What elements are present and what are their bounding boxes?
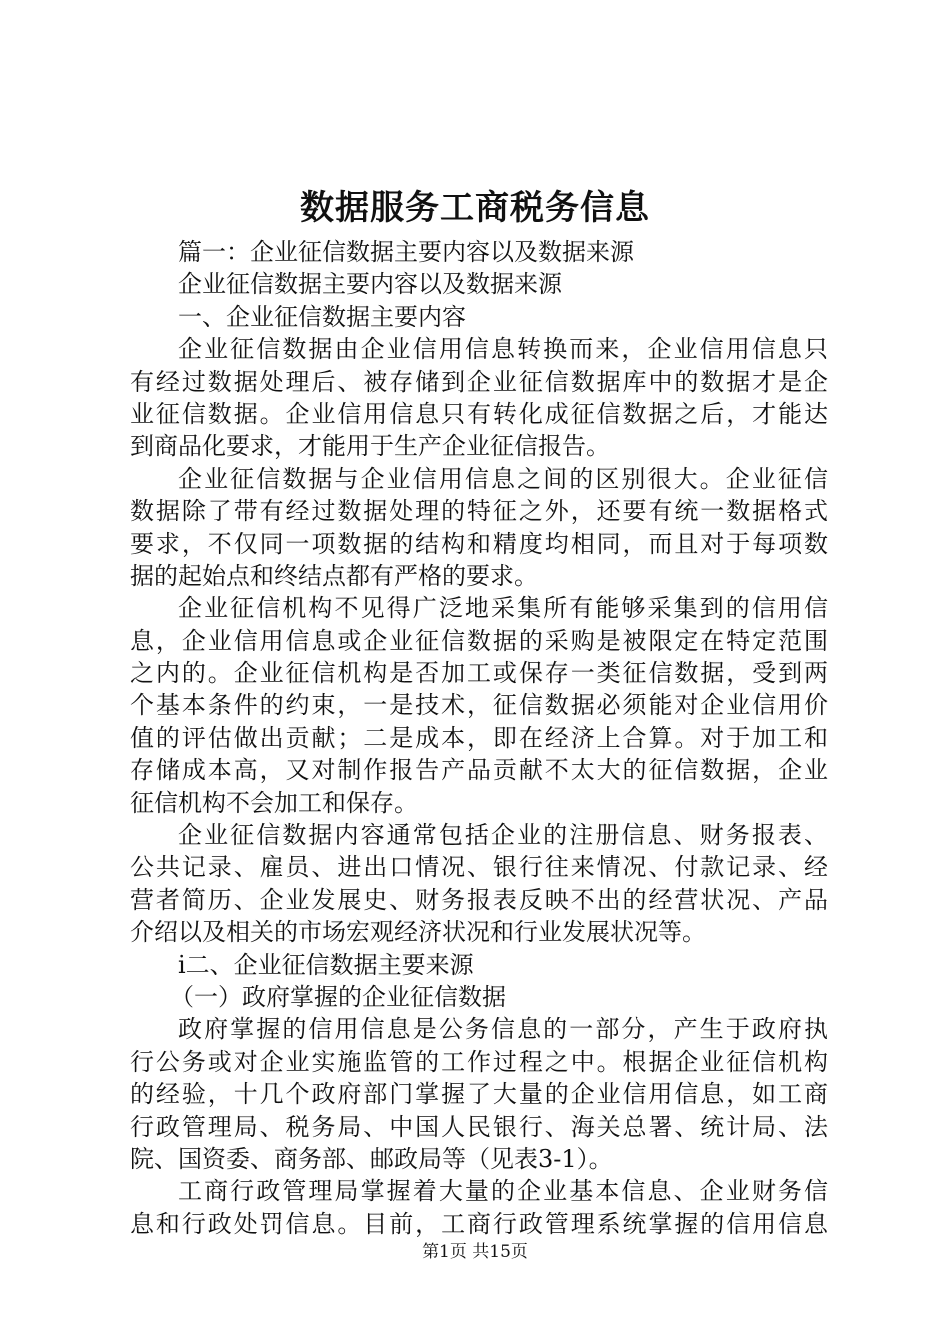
document-title: 数据服务工商税务信息: [300, 188, 650, 228]
text-line: 业征信数据。企业信用信息只有转化成征信数据之后，才能达: [130, 399, 828, 428]
text-line: 征信机构不会加工和保存。: [130, 788, 418, 817]
text-line: 要求，不仅同一项数据的结构和精度均相同，而且对于每项数: [130, 529, 828, 558]
text-line: 存储成本高，又对制作报告产品贡献不太大的征信数据，企业: [130, 756, 828, 785]
text-line: 息，企业信用信息或企业征信数据的采购是被限定在特定范围: [130, 626, 828, 655]
text-line: 有经过数据处理后、被存储到企业征信数据库中的数据才是企: [130, 367, 828, 396]
text-line: 企业征信机构不见得广泛地采集所有能够采集到的信用信: [178, 594, 828, 623]
text-line: 公共记录、雇员、进出口情况、银行往来情况、付款记录、经: [130, 853, 828, 882]
text-line: 的经验，十几个政府部门掌握了大量的企业信用信息，如工商: [130, 1080, 828, 1109]
text-line: 到商品化要求，才能用于生产企业征信报告。: [130, 432, 610, 461]
text-line: 政府掌握的信用信息是公务信息的一部分，产生于政府执: [178, 1015, 828, 1044]
text-line: 个基本条件的约束，一是技术，征信数据必须能对企业信用价: [130, 691, 828, 720]
text-line: 一、企业征信数据主要内容: [178, 302, 466, 331]
text-line: 篇一：企业征信数据主要内容以及数据来源: [178, 238, 634, 266]
text-line: （一）政府掌握的企业征信数据: [170, 982, 506, 1011]
document-body: [130, 236, 828, 1240]
text-line: i二、企业征信数据主要来源: [178, 950, 474, 979]
text-line: 企业征信数据主要内容以及数据来源: [178, 270, 562, 299]
text-line: 企业征信数据由企业信用信息转换而来，企业信用信息只: [178, 335, 828, 364]
text-line: 行公务或对企业实施监管的工作过程之中。根据企业征信机构: [130, 1047, 828, 1076]
text-line: 据的起始点和终结点都有严格的要求。: [130, 561, 538, 590]
text-line: 值的评估做出贡献；二是成本，即在经济上合算。对于加工和: [130, 723, 828, 752]
text-line: 工商行政管理局掌握着大量的企业基本信息、企业财务信: [178, 1177, 828, 1206]
page-number-footer: 第1页 共15页: [422, 1242, 528, 1262]
text-line: 营者简历、企业发展史、财务报表反映不出的经营状况、产品: [130, 885, 828, 914]
text-line: 行政管理局、税务局、中国人民银行、海关总署、统计局、法: [130, 1112, 828, 1141]
text-line: 院、国资委、商务部、邮政局等（见表3-1）。: [130, 1144, 613, 1173]
text-line: 息和行政处罚信息。目前，工商行政管理系统掌握的信用信息: [130, 1209, 828, 1238]
text-line: 企业征信数据内容通常包括企业的注册信息、财务报表、: [178, 821, 828, 850]
text-line: 之内的。企业征信机构是否加工或保存一类征信数据，受到两: [130, 659, 828, 688]
text-line: 企业征信数据与企业信用信息之间的区别很大。企业征信: [178, 464, 828, 493]
text-line: 数据除了带有经过数据处理的特征之外，还要有统一数据格式: [130, 497, 828, 526]
text-line: 介绍以及相关的市场宏观经济状况和行业发展状况等。: [130, 918, 706, 947]
